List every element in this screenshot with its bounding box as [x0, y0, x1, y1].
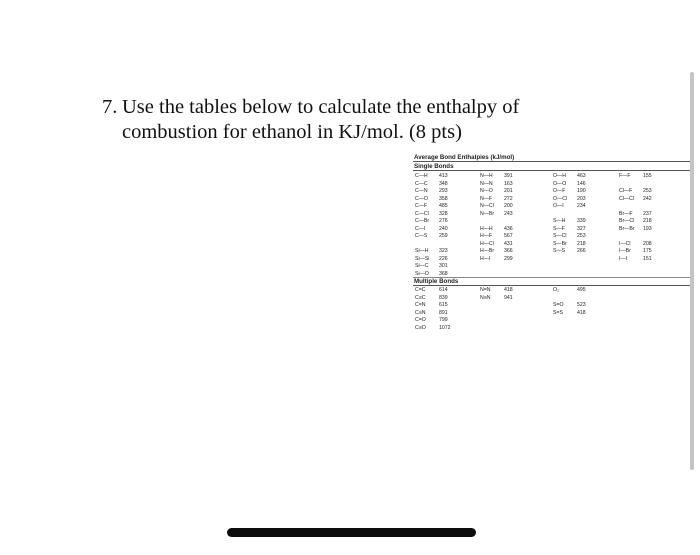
bond-entry [553, 196, 586, 204]
bond-entry [415, 211, 448, 219]
bond-value: 299 [504, 255, 513, 262]
bond-entry [619, 173, 652, 181]
bond-label: S—S [553, 248, 566, 254]
bond-value: 193 [643, 225, 652, 232]
bond-entry [553, 233, 586, 241]
bond-label: C≡N [415, 309, 426, 316]
bond-entry [619, 218, 652, 226]
bond-label: C—H [415, 173, 428, 179]
bond-value: 242 [643, 195, 652, 202]
bond-value: 418 [577, 309, 586, 316]
bond-value: 146 [577, 180, 586, 187]
bond-entry [553, 241, 586, 249]
bond-label: C—S [415, 233, 428, 239]
single-col-2 [480, 173, 513, 263]
bond-label: C—Cl [415, 210, 429, 217]
bond-label [480, 218, 504, 226]
bond-value: 175 [643, 248, 652, 254]
bond-label: H—Br [480, 248, 495, 254]
bond-entry [480, 218, 513, 226]
bond-label: C—N [415, 188, 428, 194]
question-line-1 [102, 95, 572, 120]
bond-label: N—Br [480, 210, 495, 217]
bond-label: S=S [553, 309, 563, 316]
question-line-2: combustion for ethanol in KJ/mol. (8 pts) [122, 121, 462, 143]
bond-entry [415, 295, 451, 303]
bond-label [619, 203, 643, 211]
bond-entry [553, 295, 586, 303]
bond-value: 201 [504, 188, 513, 194]
bond-label: N—N [480, 180, 493, 187]
bond-entry [415, 173, 448, 181]
bond-label: C—C [415, 180, 428, 187]
bond-entry [553, 226, 586, 234]
bond-entry [480, 287, 513, 295]
bond-label: N=N [480, 287, 491, 293]
bond-entry [415, 226, 448, 234]
bond-entry [480, 196, 513, 204]
bond-label: S—Cl [553, 233, 567, 239]
bond-value: 839 [439, 294, 448, 301]
bond-label [619, 233, 643, 241]
bond-entry [415, 241, 448, 249]
bond-label [415, 241, 439, 249]
bond-label: F—F [619, 173, 631, 179]
bond-label: C≡C [415, 294, 426, 301]
bond-entry [553, 188, 586, 196]
bond-entry [480, 211, 513, 219]
bond-label: Si—Si [415, 255, 430, 262]
bond-entry [415, 218, 448, 226]
bond-entry [415, 310, 451, 318]
bond-value: 218 [643, 218, 652, 224]
multiple-col-3 [553, 287, 586, 317]
bond-value: 614 [439, 287, 448, 293]
bond-value: 348 [439, 180, 448, 187]
bond-label: N—O [480, 188, 493, 194]
single-bonds-title: Single Bonds [414, 163, 454, 170]
bond-value: 253 [643, 188, 652, 194]
bond-entry [619, 226, 652, 234]
bond-label: C—F [415, 203, 428, 209]
bond-value: 463 [577, 173, 586, 179]
bond-entry [553, 203, 586, 211]
bond-entry [415, 203, 448, 211]
bond-entry [480, 226, 513, 234]
bond-label: N≡N [480, 294, 491, 301]
bond-value: 436 [504, 225, 513, 232]
bond-value: 523 [577, 302, 586, 308]
bond-label: C—Br [415, 218, 430, 224]
bond-entry [415, 248, 448, 256]
bond-label: O—F [553, 188, 566, 194]
table-title: Average Bond Enthalpies (kJ/mol) [414, 154, 515, 161]
bond-entry [415, 188, 448, 196]
bond-label: C≡O [415, 324, 426, 331]
bond-value: 234 [577, 203, 586, 209]
bond-label: Si—O [415, 270, 429, 277]
bond-enthalpy-table [413, 154, 693, 434]
bond-value: 163 [504, 180, 513, 187]
bond-label: H—I [480, 255, 491, 262]
multiple-bonds-rule [413, 285, 693, 286]
bond-value: 358 [439, 195, 448, 202]
bond-label: O—O [553, 180, 567, 187]
bond-entry [480, 256, 513, 264]
bond-entry [415, 302, 451, 310]
bond-value: 485 [439, 203, 448, 209]
bond-entry [553, 310, 586, 318]
bond-value: 237 [643, 210, 652, 217]
bond-value: 301 [439, 263, 448, 269]
bond-value: 190 [577, 188, 586, 194]
bond-entry [415, 263, 448, 271]
bond-value: 615 [439, 302, 448, 308]
bond-entry [480, 248, 513, 256]
bond-entry [553, 211, 586, 219]
bond-entry [480, 203, 513, 211]
question-line-1-text: Use the tables below to calculate the enthalpy of [122, 96, 520, 118]
bond-entry [415, 196, 448, 204]
bond-label [553, 295, 577, 303]
bond-label: C=O [415, 317, 426, 323]
bond-value: 243 [504, 210, 513, 217]
bond-value: 203 [577, 195, 586, 202]
bond-value: 495 [577, 287, 586, 293]
bond-value: 328 [439, 210, 448, 217]
bond-label: H—H [480, 225, 493, 232]
bond-entry [480, 188, 513, 196]
bond-entry [553, 287, 586, 295]
single-col-1 [415, 173, 448, 278]
bond-entry [619, 248, 652, 256]
bond-label: C—I [415, 225, 426, 232]
bond-entry [553, 248, 586, 256]
single-bonds-rule [413, 170, 693, 171]
bond-label: N—Cl [480, 203, 494, 209]
bond-entry [415, 181, 448, 189]
multiple-col-1 [415, 287, 451, 332]
bond-entry [619, 188, 652, 196]
bond-value: 413 [439, 173, 448, 179]
bond-label: Br—Br [619, 225, 635, 232]
bond-value: 1072 [439, 324, 451, 331]
bond-label: Si—H [415, 248, 429, 254]
bond-label: Br—F [619, 210, 633, 217]
table-rule-top [413, 161, 693, 162]
bond-entry [619, 203, 652, 211]
bond-label: I—I [619, 255, 628, 262]
bond-entry [480, 181, 513, 189]
bond-label: N—F [480, 195, 493, 202]
bond-label: H—F [480, 233, 493, 239]
bond-entry [619, 196, 652, 204]
bond-label: S=O [553, 302, 564, 308]
bond-value: 391 [504, 173, 513, 179]
single-col-3 [553, 173, 586, 256]
multiple-bonds-title: Multiple Bonds [414, 278, 459, 285]
bond-value: 368 [439, 270, 448, 277]
bond-entry [619, 241, 652, 249]
bond-label: O₂ [553, 287, 560, 293]
bond-value: 266 [577, 248, 586, 254]
bond-label: S—H [553, 218, 566, 224]
bond-value: 240 [439, 225, 448, 232]
bond-label [619, 181, 643, 189]
bond-label: O—I [553, 203, 564, 209]
bond-label: Br—Cl [619, 218, 635, 224]
bond-value: 272 [504, 195, 513, 202]
bond-value: 323 [439, 248, 448, 254]
bond-entry [480, 241, 513, 249]
single-col-4 [619, 173, 652, 263]
question-number: 7. [102, 96, 118, 118]
bond-value: 941 [504, 294, 513, 301]
bond-entry [619, 233, 652, 241]
bond-entry [553, 173, 586, 181]
bond-entry [415, 317, 451, 325]
bond-entry [619, 256, 652, 264]
bond-entry [415, 287, 451, 295]
bond-label [553, 211, 577, 219]
bond-value: 339 [577, 218, 586, 224]
bond-value: 418 [504, 287, 513, 293]
bond-label: I—Br [619, 248, 631, 254]
bond-entry [415, 233, 448, 241]
bond-value: 327 [577, 225, 586, 232]
bond-label: O—Cl [553, 195, 568, 202]
home-indicator[interactable] [227, 528, 476, 537]
bond-value: 259 [439, 233, 448, 239]
bond-label: C=C [415, 287, 426, 293]
bond-entry [415, 256, 448, 264]
bond-label: C—O [415, 195, 428, 202]
bond-entry [415, 325, 451, 333]
bond-label: S—F [553, 225, 565, 232]
bond-value: 151 [643, 255, 652, 262]
bond-entry [553, 181, 586, 189]
bond-entry [480, 173, 513, 181]
bond-value: 567 [504, 233, 513, 239]
bond-entry [480, 233, 513, 241]
multiple-col-2 [480, 287, 513, 302]
bond-value: 366 [504, 248, 513, 254]
bond-value: 200 [504, 203, 513, 209]
bond-value: 276 [439, 218, 448, 224]
bond-value: 218 [577, 240, 586, 247]
bond-label: S—Br [553, 240, 567, 247]
bond-label: Si—C [415, 263, 429, 269]
vertical-scrollbar[interactable] [690, 72, 694, 470]
bond-label: N—H [480, 173, 493, 179]
bond-label: I—Cl [619, 240, 631, 247]
bond-value: 891 [439, 309, 448, 316]
bond-value: 799 [439, 317, 448, 323]
bond-value: 226 [439, 255, 448, 262]
bond-value: 208 [643, 240, 652, 247]
bond-label: Cl—F [619, 188, 633, 194]
bond-entry [619, 211, 652, 219]
bond-value: 431 [504, 240, 513, 247]
bond-entry [619, 181, 652, 189]
bond-label: O—H [553, 173, 566, 179]
bond-entry [480, 295, 513, 303]
bond-entry [553, 218, 586, 226]
bond-label: H—Cl [480, 240, 494, 247]
bond-label: Cl—Cl [619, 195, 634, 202]
bond-value: 253 [577, 233, 586, 239]
bond-label: C=N [415, 302, 426, 308]
bond-value: 155 [643, 173, 652, 179]
question-text [102, 95, 572, 145]
bond-value: 293 [439, 188, 448, 194]
bond-entry [553, 302, 586, 310]
